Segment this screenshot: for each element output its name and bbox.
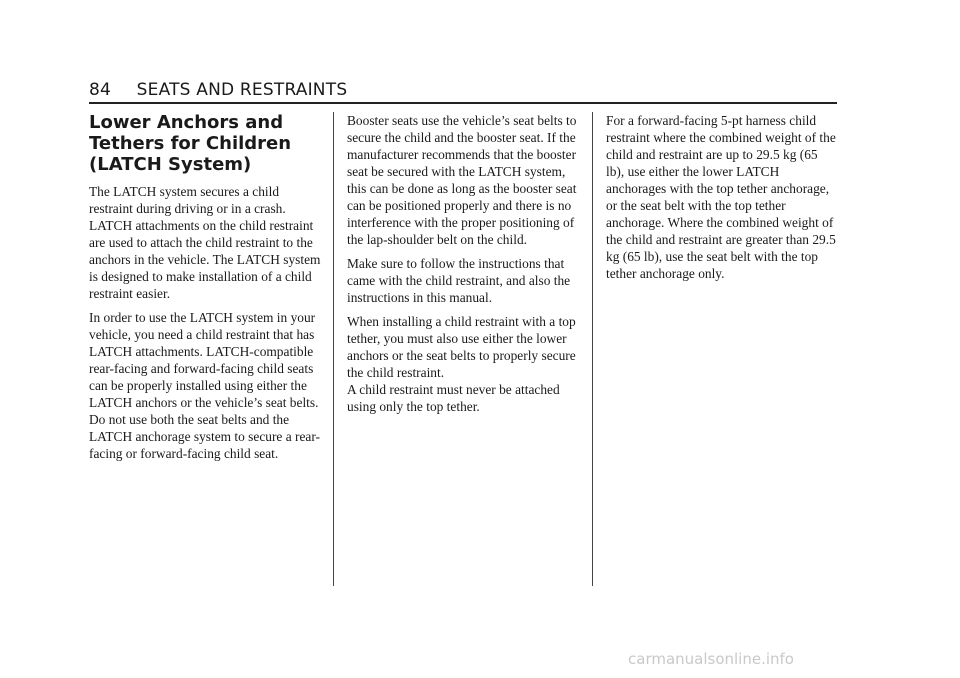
heading-line-1: Lower Anchors and: [89, 112, 284, 133]
heading-line-3: (LATCH System): [89, 154, 252, 175]
paragraph: Make sure to follow the instructions that came with the child restraint, and also the instructions in this manual.: [347, 256, 571, 305]
section-title: SEATS AND RESTRAINTS: [136, 80, 348, 100]
header-rule: [89, 102, 837, 104]
page-number: 84: [89, 80, 112, 100]
page-header: [89, 80, 347, 100]
paragraph: A child restraint must never be attached using only the top tether.: [347, 382, 560, 414]
column-3: [606, 112, 839, 289]
paragraph: The LATCH system secures a child restraint during driving or in a crash. LATCH attachments on the child restraint are used to attach the child restraint to the anchors in the vehicle. The LATCH system is designed to make installation of a child restraint easier.: [89, 184, 321, 301]
paragraph: In order to use the LATCH system in your vehicle, you need a child restraint that has LATCH attachments. LATCH-compatible rear-facing and forward-facing child seats can be properly installed using either the LATCH anchors or the vehicle’s seat belts. Do not use both the seat belts and the LATCH anchorage system to secure a rear-facing or forward-facing child seat.: [89, 310, 320, 461]
column-divider: [333, 112, 334, 586]
column-divider: [592, 112, 593, 586]
column-2: [347, 112, 580, 422]
column-1: [89, 112, 322, 469]
heading-line-2: Tethers for Children: [89, 133, 292, 154]
paragraph: For a forward-facing 5-pt harness child restraint where the combined weight of the child and restraint are up to 29.5 kg (65 lb), use either the lower LATCH anchorages with the top tether anchorage, or the seat belt with the top tether anchorage. Where the combined weight of the child and restraint are greater than 29.5 kg (65 lb), use the seat belt with the top tether anchorage only.: [606, 113, 836, 281]
watermark: carmanualsonline.info: [628, 650, 794, 668]
paragraph: Booster seats use the vehicle’s seat belts to secure the child and the booster seat. If the manufacturer recommends that the booster seat be secured with the LATCH system, this can be done as long as the booster seat can be positioned properly and there is no interference with the proper positioning of the lap-shoulder belt on the child.: [347, 113, 577, 247]
paragraph: When installing a child restraint with a top tether, you must also use either the lower anchors or the seat belts to properly secure the child restraint.: [347, 314, 576, 380]
section-heading: [89, 112, 322, 175]
